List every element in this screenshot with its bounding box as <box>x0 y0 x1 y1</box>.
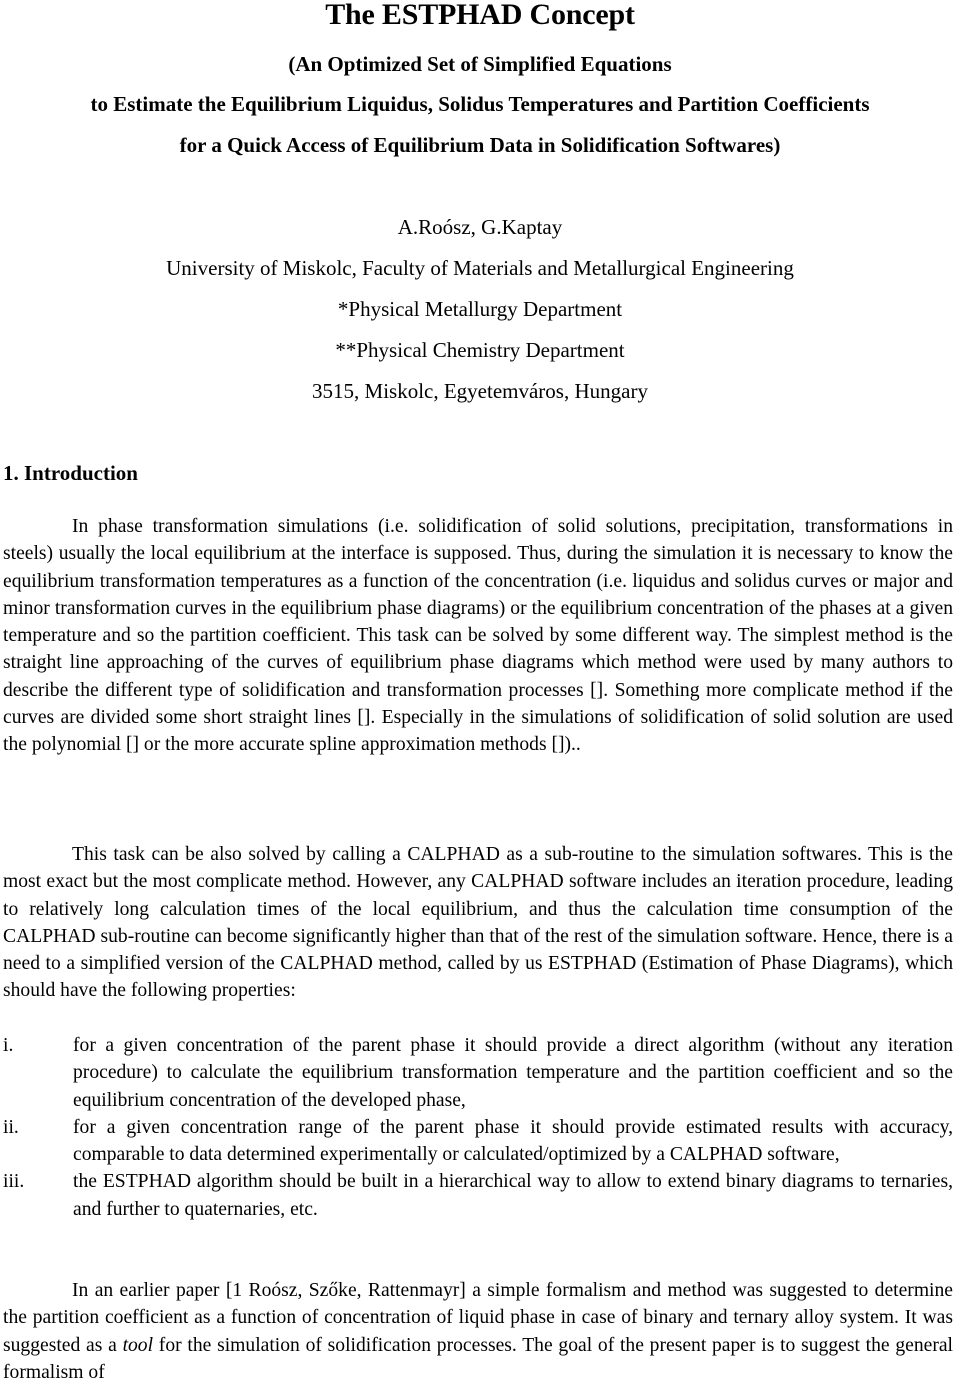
list-item-text: for a given concentration range of the parent phase it should provide estimated results with accuracy, comparable to data determined experimentally or calculated/optimized by a CALPHAD software, <box>73 1116 953 1166</box>
paragraph-2: This task can be also solved by calling a CALPHAD as a sub-routine to the simulation softwares. This is the most exact but the most complicate method. However, any CALPHAD software includes an iteration procedure, leading to relatively long calculation times of the local equilibrium, and thus the calculation time consumption of the CALPHAD sub-routine can become significantly higher than that of the rest of the simulation software. Hence, there is a need to a simplified version of the CALPHAD method, called by us ESTPHAD (Estimation of Phase Diagrams), which should have the following properties: <box>3 844 953 1002</box>
affiliation-line-3: **Physical Chemistry Department <box>335 338 625 362</box>
affiliation-line-1: University of Miskolc, Faculty of Materials and Metallurgical Engineering <box>166 256 794 280</box>
list-item <box>3 1114 953 1169</box>
subtitle-line-2: to Estimate the Equilibrium Liquidus, Solidus Temperatures and Partition Coefficients <box>90 92 870 116</box>
list-item <box>3 1168 953 1223</box>
authors: A.Roósz, G.Kaptay <box>397 215 563 239</box>
paragraph-3 <box>3 1277 953 1386</box>
paragraph-3-text-a: In an earlier paper [1 Roósz, Szőke, Rattenmayr] a simple formalism and method was suggested to determine the partition coefficient as a function of concentration of liquid phase in case of binary and ternary alloy system. It was suggested as a <box>3 1280 953 1356</box>
list-marker: iii. <box>3 1171 25 1193</box>
list-item-text: for a given concentration of the parent phase it should provide a direct algorithm (without any iteration procedure) to calculate the equilibrium transformation temperature and the partition coefficient and so the equilibrium concentration of the developed phase, <box>73 1035 953 1111</box>
affiliation-line-2: *Physical Metallurgy Department <box>337 297 623 321</box>
list-marker: i. <box>3 1035 14 1056</box>
list-item <box>3 1032 953 1114</box>
properties-list <box>3 1032 953 1223</box>
section-heading: 1. Introduction <box>3 461 138 485</box>
list-item-text: the ESTPHAD algorithm should be built in a hierarchical way to allow to extend binary diagrams to ternaries, and further to quaternaries, etc. <box>73 1171 953 1220</box>
subtitle-line-3: for a Quick Access of Equilibrium Data in Solidification Softwares) <box>179 133 781 157</box>
affiliation-line-4: 3515, Miskolc, Egyetemváros, Hungary <box>312 379 648 403</box>
paragraph-3-italic: tool <box>122 1334 154 1356</box>
subtitle-line-1: (An Optimized Set of Simplified Equations <box>288 52 672 76</box>
paragraph-3-text-b: for the simulation of solidification processes. The goal of the present paper is to suggest the general formalism of <box>3 1334 953 1383</box>
paper-title: The ESTPHAD Concept <box>325 0 635 31</box>
list-marker: ii. <box>3 1116 19 1138</box>
paragraph-1: In phase transformation simulations (i.e. solidification of solid solutions, precipitation, transformations in steels) usually the local equilibrium at the interface is supposed. Thus, during the simulation it is necessary to know the equilibrium transformation temperatures as a function of the concentration (i.e. liquidus and solidus curves or major and minor transformation curves in the equilibrium phase diagrams) or the equilibrium concentration of the phases at a given temperature and so the partition coefficient. This task can be solved by some different way. The simplest method is the straight line approaching of the curves of equilibrium phase diagrams which method were used by many authors to describe the different type of solidification and transformation processes []. Something more complicate method if the curves are divided some short straight lines []. Especially in the simulations of solidification of solid solution are used the polynomial [] or the more accurate spline approximation methods []).. <box>3 516 953 756</box>
